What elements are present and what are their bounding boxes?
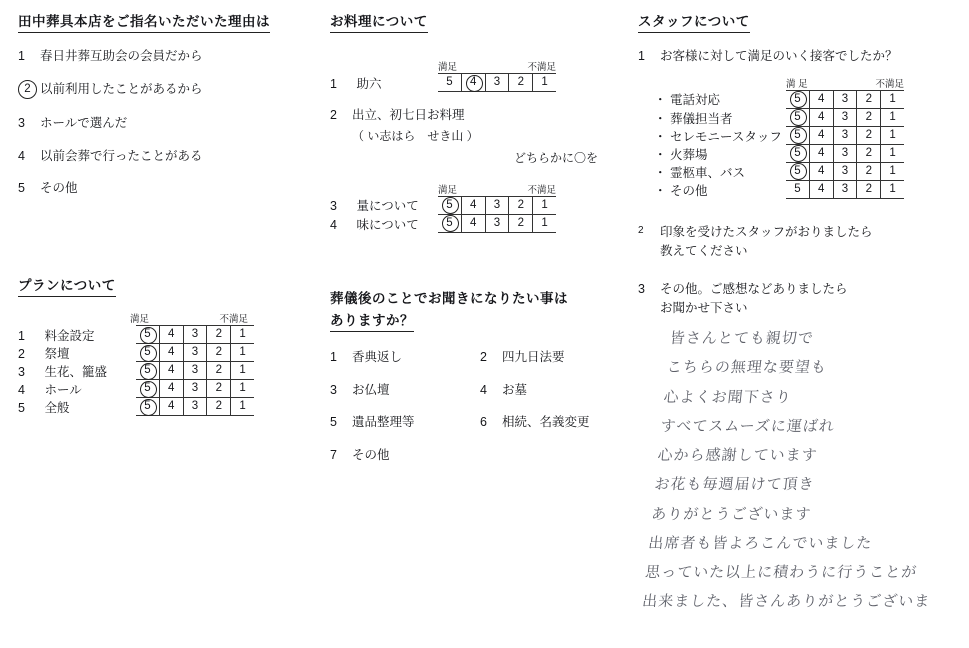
row-number: 4: [18, 383, 25, 397]
scale-option-3[interactable]: 3: [486, 215, 510, 232]
table-row[interactable]: [18, 344, 318, 362]
plan-row-label: [18, 344, 136, 362]
handwritten-comment: [641, 324, 969, 617]
scale-label-left: 満足: [130, 314, 150, 325]
staff-scale-header: [786, 76, 904, 90]
after-options-list: [330, 348, 630, 479]
option-number: 1: [18, 49, 25, 63]
scale-option-2[interactable]: 2: [207, 380, 231, 397]
scale-option-3[interactable]: 3: [834, 109, 858, 126]
option-label: 以前会葬で行ったことがある: [40, 148, 203, 163]
scale-option-2[interactable]: 2: [207, 326, 231, 343]
row-bullet: ・: [654, 147, 667, 162]
staff-row-label: [638, 163, 786, 181]
scale-option-5[interactable]: 5: [786, 109, 810, 126]
scale-option-4[interactable]: 4: [160, 344, 184, 361]
question-text-line1: その他。ご感想などありましたら: [660, 281, 848, 296]
rating-scale[interactable]: [438, 73, 556, 92]
spacer: [638, 199, 958, 223]
rating-scale[interactable]: [786, 127, 904, 145]
scale-option-4[interactable]: 4: [462, 215, 486, 232]
scale-option-2[interactable]: 2: [857, 163, 881, 180]
scale-option-2[interactable]: 2: [207, 398, 231, 415]
option-number-selected: [18, 80, 40, 100]
scale-option-4[interactable]: 4: [160, 326, 184, 343]
row-number: 3: [18, 365, 25, 379]
row-number: 2: [18, 347, 25, 361]
spacer: [330, 233, 630, 277]
option-number: 4: [480, 382, 487, 397]
table-row[interactable]: [638, 90, 958, 109]
scale-option-5[interactable]: 5: [136, 344, 160, 361]
row-text: 全般: [44, 401, 70, 415]
scale-option-5[interactable]: 5: [786, 181, 810, 198]
rating-scale[interactable]: [136, 380, 254, 398]
list-item[interactable]: [480, 348, 630, 367]
rating-scale[interactable]: [786, 145, 904, 163]
question-text: お客様に対して満足のいく接客でしたか？: [660, 49, 898, 63]
scale-option-3[interactable]: 3: [184, 344, 208, 361]
option-number: 7: [330, 448, 337, 462]
scale-option-3[interactable]: 3: [184, 362, 208, 379]
plan-row-label: [18, 398, 136, 416]
question-text-line2: 教えてください: [660, 244, 748, 259]
option-label: 遺品整理等: [352, 415, 415, 430]
question-number: 2: [330, 108, 337, 122]
rating-scale[interactable]: [136, 344, 254, 362]
scale-label-left: 満足: [438, 62, 458, 73]
row-bullet: ・: [654, 183, 667, 198]
row-number: 1: [330, 76, 337, 91]
list-item[interactable]: [18, 47, 318, 66]
scale-option-5[interactable]: 5: [136, 326, 160, 343]
scale-option-1[interactable]: 1: [889, 164, 896, 177]
scale-option-4[interactable]: 4: [810, 181, 834, 198]
scale-option-2[interactable]: 2: [857, 145, 881, 162]
row-text: その他: [670, 183, 708, 198]
question-subtext: （ い志はら せき山 ）: [352, 128, 479, 143]
table-row[interactable]: [638, 127, 958, 145]
scale-option-1[interactable]: 1: [889, 92, 896, 105]
staff-row-label: [638, 145, 786, 163]
rating-scale[interactable]: [786, 90, 904, 109]
option-number: 5: [330, 415, 337, 430]
reason-options-list: [18, 47, 318, 198]
row-bullet: ・: [654, 129, 667, 144]
scale-option-5[interactable]: 5: [136, 362, 160, 379]
scale-option-2[interactable]: 2: [207, 362, 231, 379]
scale-option-3[interactable]: 3: [184, 380, 208, 397]
scale-option-3[interactable]: 3: [486, 197, 510, 214]
list-item[interactable]: [330, 348, 480, 367]
option-number: 4: [18, 148, 25, 163]
list-item[interactable]: [330, 446, 480, 465]
section-title-after-line2: ありますか？: [330, 309, 414, 332]
staff-row-label: [638, 181, 786, 199]
row-number: 3: [330, 199, 337, 214]
list-item[interactable]: [18, 80, 318, 100]
scale-option-1[interactable]: 1: [239, 346, 246, 358]
row-text: 葬儀担当者: [670, 111, 733, 126]
food-question-2[interactable]: [330, 106, 630, 145]
row-text: セレモニースタッフ: [670, 129, 782, 144]
handwriting-line: 心から感謝しています: [656, 446, 819, 465]
staff-rating-rows: [638, 90, 958, 199]
option-label: その他: [352, 448, 390, 462]
option-number: 3: [18, 115, 25, 130]
scale-label-right: 不満足: [219, 314, 248, 325]
scale-option-4[interactable]: 4: [160, 362, 184, 379]
scale-option-1[interactable]: 1: [239, 382, 246, 394]
scale-option-4[interactable]: 4: [160, 398, 184, 415]
table-row[interactable]: [638, 109, 958, 127]
row-number: 4: [330, 217, 337, 232]
food-row-label: [330, 74, 438, 92]
question-number: 3: [638, 281, 645, 296]
row-bullet: ・: [654, 93, 667, 108]
scale-option-3[interactable]: 3: [834, 91, 858, 108]
rating-scale[interactable]: [136, 362, 254, 380]
handwriting-line: すべてスムーズに運ばれ: [659, 417, 836, 435]
plan-scale-header: [130, 311, 248, 325]
scale-label-right: 不満足: [875, 78, 904, 90]
table-row[interactable]: [330, 73, 630, 92]
table-row[interactable]: [638, 145, 958, 163]
row-number: 1: [18, 328, 25, 343]
scale-option-1[interactable]: 1: [541, 198, 548, 211]
option-label: 春日井葬互助会の会員だから: [40, 49, 203, 63]
scale-option-1[interactable]: 1: [889, 146, 896, 159]
staff-row-label: [638, 90, 786, 108]
plan-row-label: [18, 380, 136, 398]
option-label: ホールで選んだ: [40, 115, 128, 130]
scale-option-5[interactable]: 5: [786, 163, 810, 180]
staff-question-3: [638, 280, 958, 319]
row-text: 味について: [356, 217, 419, 232]
table-row[interactable]: [18, 398, 318, 416]
staff-question-2: [638, 223, 958, 262]
scale-option-1[interactable]: 1: [889, 110, 896, 123]
option-label: 四九日法要: [502, 349, 565, 364]
table-row[interactable]: [18, 380, 318, 398]
scale-option-4[interactable]: 4: [160, 380, 184, 397]
row-text: 助六: [356, 76, 382, 91]
scale-option-4[interactable]: 4: [810, 127, 834, 144]
question-text-line2: お聞かせ下さい: [660, 300, 748, 315]
food-scale-header: [438, 59, 556, 73]
table-row[interactable]: [638, 181, 958, 199]
handwriting-line: 出席者も皆よろこんでいました: [647, 534, 874, 552]
section-title-reason: 田中葬具本店をご指名いただいた理由は: [18, 0, 270, 33]
scale-option-3[interactable]: 3: [834, 145, 858, 162]
handwriting-line: ありがとうございます: [650, 504, 813, 523]
scale-option-4[interactable]: 4: [810, 109, 834, 126]
handwriting-line: 出来ました、皆さんありがとうございま: [641, 592, 932, 611]
table-row[interactable]: [330, 215, 630, 233]
rating-scale[interactable]: [786, 163, 904, 181]
option-label: お仏壇: [352, 382, 390, 397]
scale-option-5[interactable]: 5: [438, 74, 462, 91]
scale-option-5[interactable]: 5: [136, 398, 160, 415]
question-text-line1: 印象を受けたスタッフがおりましたら: [660, 224, 873, 239]
scale-option-3[interactable]: 3: [834, 127, 858, 144]
rating-scale[interactable]: [438, 215, 556, 233]
section-title-food: お料理について: [330, 0, 428, 33]
rating-scale[interactable]: [136, 325, 254, 344]
list-item[interactable]: [330, 413, 480, 432]
scale-option-4[interactable]: 4: [810, 91, 834, 108]
scale-option-1[interactable]: 1: [889, 128, 896, 141]
scale-label-right: 不満足: [527, 62, 556, 73]
spacer: [18, 212, 318, 264]
scale-option-2[interactable]: 2: [857, 127, 881, 144]
handwriting-line: 皆さんとても親切で: [668, 329, 815, 348]
table-row[interactable]: [18, 362, 318, 380]
staff-row-label: [638, 109, 786, 127]
option-label: 香典返し: [352, 349, 403, 364]
table-row[interactable]: [330, 196, 630, 215]
list-item[interactable]: [480, 381, 630, 400]
scale-option-4[interactable]: 4: [462, 197, 486, 214]
row-text: 量について: [356, 199, 419, 214]
table-row[interactable]: [638, 163, 958, 181]
scale-option-4[interactable]: 4: [810, 163, 834, 180]
scale-option-2[interactable]: 2: [857, 109, 881, 126]
circled-number: 2: [18, 80, 37, 99]
food-question-2-note: どちらかに〇を: [513, 150, 598, 165]
row-text: 料金設定: [44, 328, 95, 343]
row-text: 電話対応: [670, 93, 721, 108]
scale-option-2[interactable]: 2: [509, 215, 533, 232]
scale-option-5[interactable]: 5: [136, 380, 160, 397]
scale-option-3[interactable]: 3: [486, 74, 510, 91]
plan-row-label: [18, 362, 136, 380]
scale-label-left: 満 足: [786, 78, 808, 90]
scale-option-5[interactable]: 5: [786, 145, 810, 162]
rating-scale[interactable]: [786, 181, 904, 199]
section-title-plan: プランについて: [18, 264, 116, 297]
scale-option-2[interactable]: 2: [207, 344, 231, 361]
option-number: 3: [330, 382, 337, 397]
scale-option-4[interactable]: 4: [810, 145, 834, 162]
handwriting-line: 心よくお聞下さり: [662, 387, 793, 406]
list-item[interactable]: [18, 114, 318, 133]
option-number: 5: [18, 181, 25, 196]
row-bullet: ・: [654, 165, 667, 180]
rating-scale[interactable]: [136, 398, 254, 416]
plan-row-label: [18, 326, 136, 344]
scale-option-5[interactable]: 5: [786, 91, 810, 108]
option-number: 1: [330, 349, 337, 364]
scale-option-1[interactable]: 1: [889, 182, 896, 195]
row-bullet: ・: [654, 111, 667, 126]
scale-option-3[interactable]: 3: [184, 326, 208, 343]
section-title-after: 葬儀後のことでお聞きになりたい事は: [330, 290, 568, 306]
question-text: 出立、初七日お料理: [352, 108, 465, 122]
staff-row-label: [638, 127, 786, 145]
list-item[interactable]: [480, 413, 630, 432]
option-label: 相続、名義変更: [502, 415, 590, 430]
scale-option-3[interactable]: 3: [184, 398, 208, 415]
question-number: 1: [638, 49, 645, 63]
row-text: 生花、籠盛: [44, 365, 107, 379]
plan-rating-rows: [18, 325, 318, 416]
scale-option-4[interactable]: 4: [462, 74, 486, 91]
list-item[interactable]: [330, 381, 480, 400]
scale-option-5[interactable]: 5: [438, 215, 462, 232]
row-text: 火葬場: [670, 147, 708, 162]
staff-question-1: [638, 47, 958, 66]
scale-option-3[interactable]: 3: [834, 163, 858, 180]
scale-option-2[interactable]: 2: [857, 181, 881, 198]
row-text: 霊柩車、バス: [670, 165, 746, 180]
scale-option-5[interactable]: 5: [786, 127, 810, 144]
option-label: 以前利用したことがあるから: [40, 81, 203, 96]
option-label: その他: [40, 181, 78, 196]
rating-scale[interactable]: [786, 109, 904, 127]
row-number: 5: [18, 401, 25, 415]
scale-label-left: 満足: [438, 184, 458, 196]
scale-option-2[interactable]: 2: [509, 74, 533, 91]
handwriting-line: 思っていた以上に積わうに行うことが: [644, 563, 919, 582]
scale-option-5[interactable]: 5: [438, 197, 462, 214]
food-row-label: [330, 215, 438, 233]
scale-option-2[interactable]: 2: [857, 91, 881, 108]
row-text: ホール: [44, 383, 82, 397]
handwriting-line: こちらの無理な要望も: [665, 358, 828, 377]
option-label: お墓: [502, 382, 528, 397]
scale-option-1[interactable]: 1: [541, 76, 548, 88]
question-number: 2: [638, 224, 644, 236]
row-text: 祭壇: [44, 347, 70, 361]
handwriting-line: お花も毎週届けて頂き: [653, 475, 816, 494]
list-item[interactable]: [18, 179, 318, 198]
column-middle: [330, 0, 630, 479]
column-left: [18, 0, 318, 416]
food-scale-header-2: [438, 182, 556, 196]
table-row[interactable]: [18, 325, 318, 344]
column-right: [638, 0, 958, 617]
food-row-label: [330, 196, 438, 214]
option-number: 2: [480, 349, 487, 364]
scale-option-1[interactable]: 1: [239, 400, 246, 412]
scale-option-1[interactable]: 1: [541, 216, 548, 229]
list-item[interactable]: [18, 147, 318, 166]
option-number: 6: [480, 415, 487, 430]
scale-option-1[interactable]: 1: [239, 364, 246, 376]
scale-label-right: 不満足: [527, 184, 556, 196]
scale-option-2[interactable]: 2: [509, 197, 533, 214]
scale-option-1[interactable]: 1: [239, 328, 246, 340]
scale-option-3[interactable]: 3: [834, 181, 858, 198]
section-title-staff: スタッフについて: [638, 0, 750, 33]
rating-scale[interactable]: [438, 196, 556, 215]
